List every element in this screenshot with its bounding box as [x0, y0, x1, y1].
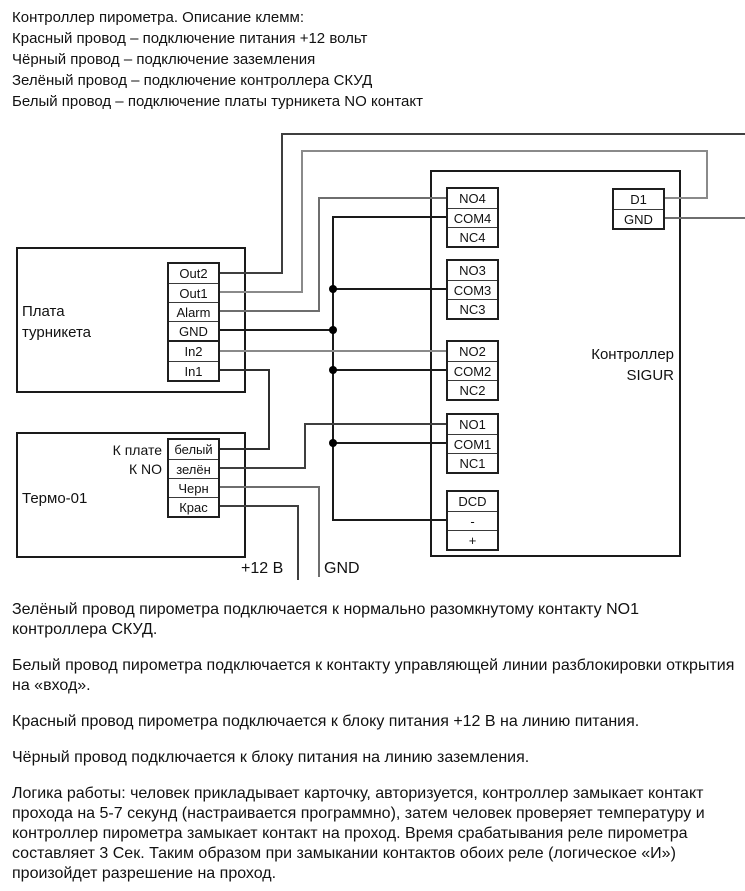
wire-out2 — [281, 133, 283, 274]
terminal-cell: Черн — [169, 478, 218, 497]
description-line: Контроллер пирометра. Описание клемм: — [12, 9, 304, 26]
wire-ground-minus — [332, 519, 446, 521]
terminal-cell: белый — [169, 440, 218, 459]
wire-out1 — [301, 150, 708, 152]
wire-in1-white — [220, 369, 270, 371]
note-paragraph: Белый провод пирометра подключается к контакту управляющей линии разблокировки открытия на «вход». — [12, 657, 735, 694]
terminal-cell: NO2 — [448, 342, 497, 361]
wire-ground-com3 — [332, 288, 446, 290]
wire-out2 — [220, 272, 283, 274]
junction-dot — [329, 326, 337, 334]
terminal-cell: COM2 — [448, 361, 497, 380]
wire-black — [220, 486, 320, 488]
terminal-cell: Alarm — [169, 302, 218, 321]
sigur-controller-label: Контроллер SIGUR — [591, 346, 674, 384]
connection-notes — [12, 600, 738, 891]
terminal-cell: NC4 — [448, 227, 497, 246]
terminal-cell: COM1 — [448, 434, 497, 453]
sigur-relay1-terminals — [446, 413, 499, 474]
sigur-relay4-terminals — [446, 187, 499, 248]
terminal-cell: NO1 — [448, 415, 497, 434]
wire-green — [304, 423, 306, 469]
wire-ground-com2 — [332, 369, 446, 371]
turnstile-board-label: Плата турникета — [22, 303, 91, 341]
terminal-cell: - — [448, 511, 497, 530]
terminal-cell: NC2 — [448, 380, 497, 399]
description-line: Белый провод – подключение платы турникета NO контакт — [12, 93, 423, 110]
description-line: Зелёный провод – подключение контроллера СКУД — [12, 72, 373, 89]
wire-out2 — [281, 133, 745, 135]
note-paragraph: Логика работы: человек прикладывает карточку, авторизуется, контроллер замыкает контакт прохода на 5-7 секунд (настраивается программно), затем человек проверяет температуру и контроллер пирометра замыкает контакт на проход. Время срабатывания реле пирометра составляет 3 Сек. Таким образом при замыкании контактов обоих реле (логическое «И») произойдет разрешение на проход. — [12, 785, 705, 882]
terminal-cell: Крас — [169, 497, 218, 516]
thermo-wire-terminals — [167, 438, 220, 518]
terminal-cell: In2 — [169, 342, 218, 361]
plus12v-label: +12 В — [241, 560, 284, 577]
sigur-d1-terminals — [612, 188, 665, 230]
terminal-cell: GND — [614, 209, 663, 228]
wire-green — [304, 423, 446, 425]
description-line: Красный провод – подключение питания +12 вольт — [12, 30, 368, 47]
wire-out1 — [301, 150, 303, 293]
annotation-to-no: К NO — [128, 461, 162, 477]
terminal-description — [12, 7, 423, 112]
thermo-annotation — [86, 441, 162, 479]
wire-alarm — [220, 310, 320, 312]
junction-dot — [329, 439, 337, 447]
wire-out1 — [665, 197, 708, 199]
terminal-cell: NO3 — [448, 261, 497, 280]
wire-alarm — [318, 197, 446, 199]
terminal-cell: NC1 — [448, 453, 497, 472]
wire-in1-white — [268, 369, 270, 450]
wire-out1 — [220, 291, 303, 293]
wire-alarm — [318, 197, 320, 312]
terminal-cell: GND — [169, 321, 218, 340]
note-paragraph: Зелёный провод пирометра подключается к нормально разомкнутому контакту NO1 контроллера СКУД. — [12, 601, 639, 638]
note-paragraph: Чёрный провод подключается к блоку питания на линию заземления. — [12, 749, 530, 766]
terminal-cell: In1 — [169, 361, 218, 380]
thermo01-label: Термо-01 — [22, 490, 88, 507]
sigur-relay2-terminals — [446, 340, 499, 401]
wire-in2 — [220, 350, 446, 352]
turnstile-output-terminals — [167, 262, 220, 342]
annotation-to-board: К плате — [112, 442, 162, 458]
description-line: Чёрный провод – подключение заземления — [12, 51, 316, 68]
wire-red — [220, 505, 299, 507]
terminal-cell: COM3 — [448, 280, 497, 299]
wire-ground-com1 — [332, 442, 446, 444]
terminal-cell: Out1 — [169, 283, 218, 302]
wire-red — [297, 505, 299, 580]
terminal-cell: NO4 — [448, 189, 497, 208]
gnd-label: GND — [324, 560, 360, 577]
wire-black — [318, 486, 320, 577]
wire-turnstile-gnd — [220, 329, 334, 331]
junction-dot — [329, 366, 337, 374]
note-paragraph: Красный провод пирометра подключается к блоку питания +12 В на линию питания. — [12, 713, 640, 730]
sigur-dcd-terminals — [446, 490, 499, 551]
wire-out1 — [706, 150, 708, 199]
terminal-cell: NC3 — [448, 299, 497, 318]
wire-d1-gnd-out — [665, 217, 745, 219]
wire-ground-com4 — [332, 216, 446, 218]
sigur-relay3-terminals — [446, 259, 499, 320]
terminal-cell: зелён — [169, 459, 218, 478]
terminal-cell: DCD — [448, 492, 497, 511]
wire-in1-white — [220, 448, 270, 450]
terminal-cell: D1 — [614, 190, 663, 209]
terminal-cell: Out2 — [169, 264, 218, 283]
wire-green — [220, 467, 306, 469]
terminal-cell: + — [448, 530, 497, 549]
terminal-cell: COM4 — [448, 208, 497, 227]
turnstile-input-terminals — [167, 340, 220, 382]
junction-dot — [329, 285, 337, 293]
